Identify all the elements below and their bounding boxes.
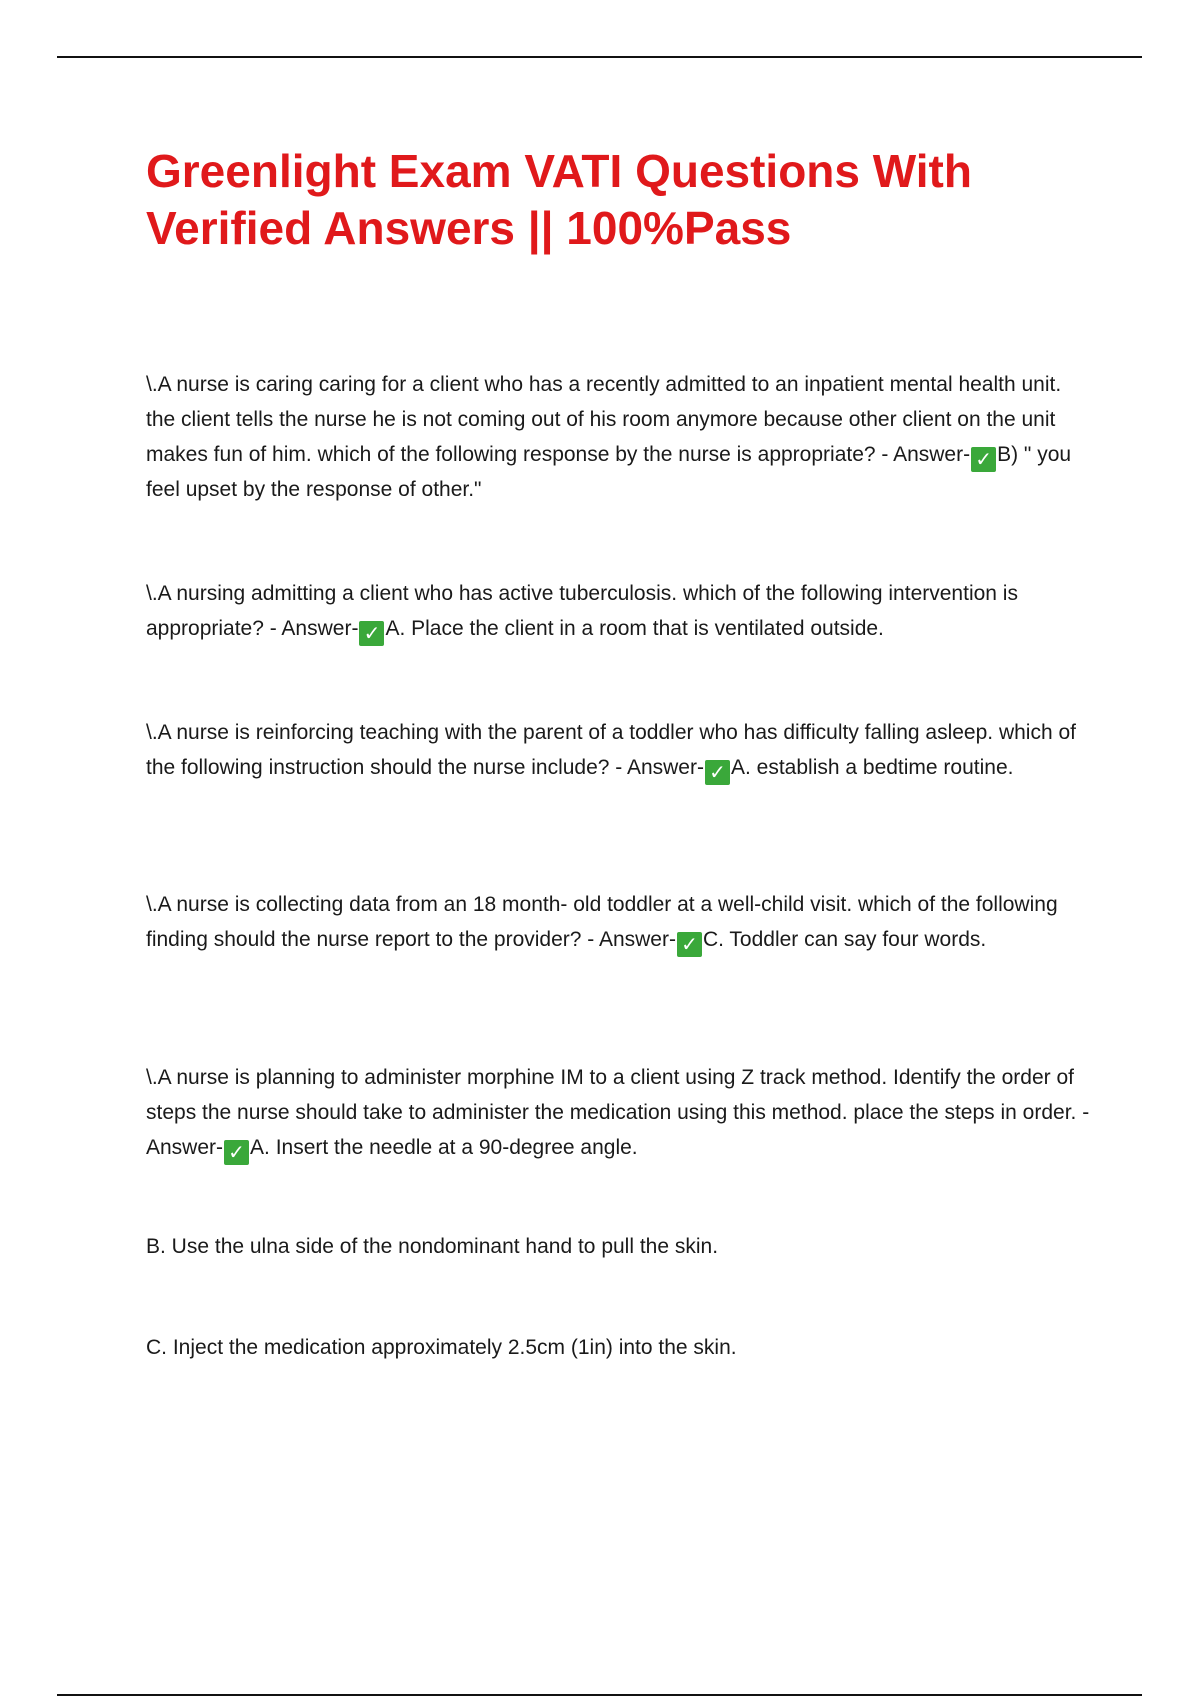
question-text: \.A nursing admitting a client who has active tuberculosis. which of the following intervention is appropriate? - Answer- <box>146 582 1018 640</box>
answer-text: C. Toddler can say four words. <box>702 928 987 951</box>
question-text: \.A nurse is caring caring for a client who has a recently admitted to an inpatient mental health unit. the client tells the nurse he is not coming out of his room anymore because other client on the unit makes fun of him. which of the following response by the nurse is appropriate? - Answer- <box>146 373 1062 466</box>
top-rule <box>57 56 1142 58</box>
qa-item-1 <box>146 367 1096 507</box>
question-text: \.A nurse is planning to administer morphine IM to a client using Z track method. Identify the order of steps the nurse should take to administer the medication using this method. place the steps in order. - Answer- <box>146 1066 1090 1159</box>
question-text: \.A nurse is collecting data from an 18 month- old toddler at a well-child visit. which of the following finding should the nurse report to the provider? - Answer- <box>146 893 1058 951</box>
qa-item-3 <box>146 715 1096 785</box>
check-mark-icon: ✓ <box>705 760 730 785</box>
check-mark-icon: ✓ <box>677 932 702 957</box>
answer-text: A. establish a bedtime routine. <box>730 756 1014 779</box>
title-line-2: Verified Answers || 100%Pass <box>146 202 792 254</box>
bottom-rule <box>57 1694 1142 1696</box>
qa-item-2 <box>146 576 1096 646</box>
answer-text: A. Insert the needle at a 90-degree angle. <box>250 1136 638 1159</box>
question-text: \.A nurse is reinforcing teaching with the parent of a toddler who has difficulty falling asleep. which of the following instruction should the nurse include? - Answer- <box>146 721 1076 779</box>
title-line-1: Greenlight Exam VATI Questions With <box>146 145 972 197</box>
page-title <box>146 143 1086 257</box>
step-c: C. Inject the medication approximately 2.5cm (1in) into the skin. <box>146 1336 737 1359</box>
check-mark-icon: ✓ <box>971 447 996 472</box>
step-b: B. Use the ulna side of the nondominant hand to pull the skin. <box>146 1235 719 1258</box>
answer-text: A. Place the client in a room that is ventilated outside. <box>385 617 884 640</box>
qa-item-4 <box>146 887 1096 957</box>
check-mark-icon: ✓ <box>224 1140 249 1165</box>
qa-item-5 <box>146 1060 1096 1165</box>
answer-text: B) " you feel upset by the response of other." <box>146 443 1072 501</box>
check-mark-icon: ✓ <box>359 621 384 646</box>
